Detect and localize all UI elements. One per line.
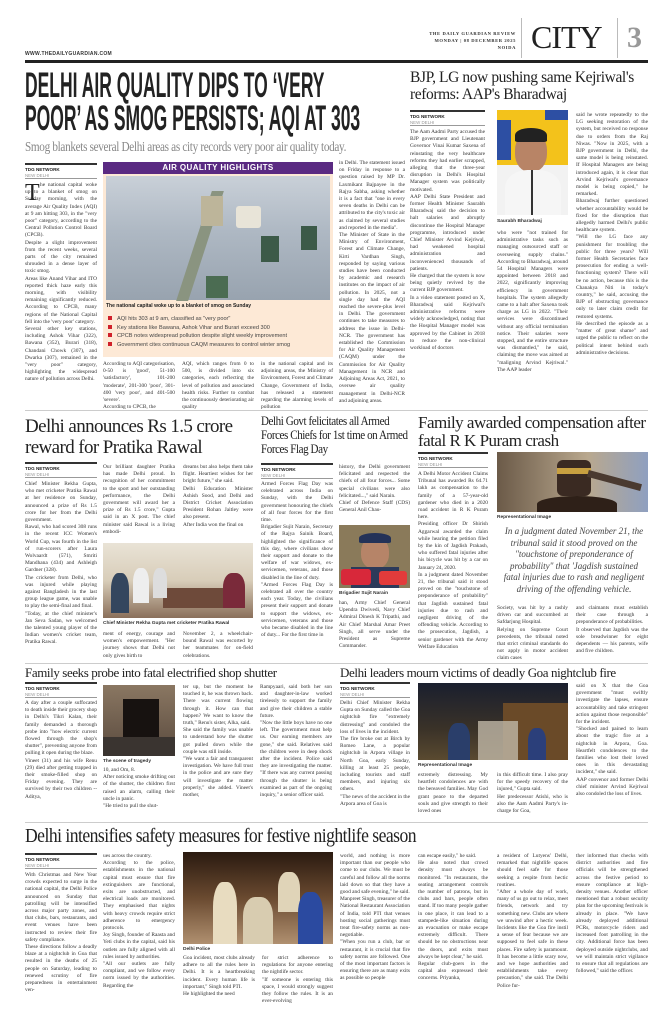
byline: TDG NETWORK NEW DELHI bbox=[340, 682, 410, 698]
lead-col-3: AQI, which ranges from 0 to 500, is divided into six categories, each reflecting the level of pollution and associated health risks. Further to combat the continuously deteriorating air quality bbox=[182, 361, 254, 411]
nightlife-col-7: a resident of Lutyens' Delhi, remarked that nightlife spaces should feel safe for those seeking a respite from hectic routines. "After a whole day of work, many of us go out to relax, meet friends, network and try something new. Clubs are where we unwind after a hectic week. Incidents like the Goa fire instil a sense of fear because we are supposed to feel safe in these places. Fire safety is paramount. It has become a little scary now, and we hope authorities and establishments take every precaution," she said. The Delhi Police fur- bbox=[497, 853, 568, 989]
bjp-col-3: said he wrote repeatedly to the LG seeking restoration of the system, but received no response due to orders from the Raj Niwas. "Now in 2025, with a BJP government in Delhi, the same model is being reinstated. If Hospital Managers are being introduced again, it is clear that Arvind Kejriwal's governance model is being copied," he remarked. Bharadwaj further questioned whether accountability would be fixed for the disruption that allegedly harmed Delhi's public healthcare system. "Will the LG face any punishment for troubling the public for three years? Will former Health Secretaries face prosecution for ending a well-functioning system? There will be no action, because this is the Chanakya Niti in today's country," he said, accusing the BJP of obstructing governance only to later claim credit for restored systems. He described the episode as a "matter of great shame" and urged the public to reflect on the political intent behind such administrative decisions. bbox=[576, 112, 648, 356]
highlight-item: AQI hits 303 at 9 am, classified as "very poor" bbox=[108, 315, 290, 324]
rawal-col-2b: ment of energy, courage and women's empowerment. "Her journey shows that Delhi not only gives birth to bbox=[103, 631, 175, 659]
nightlife-col-4: for strict adherence to regulations for anyone entering the nightlife sector. "If someone is entering this space, I would strongly suggest they follow the rules. It is an ever-evolving bbox=[262, 955, 333, 1005]
smog-traffic-photo bbox=[106, 176, 330, 300]
lead-headline-line2: POOR’ AS SMOG PERSISTS; AQI AT 303 bbox=[25, 99, 361, 138]
masthead-rule bbox=[25, 60, 648, 63]
shutter-col-1: A day after a couple suffocated to death inside their grocery shop in Delhi's Tikri Kalan, their family demanded a thorough probe into "how electric current flowed through the shop's shutter", preventing anyone from pulling it open during the blaze. Vineet (31) and his wife Renu (29) died after getting trapped in their smoke-filled shop on Friday evening. They are survived by their two children -- Aditya, bbox=[25, 700, 98, 800]
compensation-col-1: A Delhi Motor Accident Claims Tribunal has awarded Rs 64.71 lakh as compensation to the family of a 57-year-old gardener who died in a 2020 road accident in R K Puram here. Presiding officer Dr Shirish Aggarwal awarded the claim while hearing the petition filed by the kin of Jagdish Prakash, who suffered fatal injuries after his bicycle was hit by a car on January 24, 2020. In a judgment dated November 21, the tribunal said it stood proved on the "touchstone of preponderance of probability" that Jagdish sustained fatal injuries due to rash and negligent driving of the offending vehicle. According to the prosecution, Jagdish, a senior gardener with the Army Welfare Education bbox=[418, 471, 488, 650]
goa-col-1: Delhi Chief Minister Rekha Gupta on Sunday called the Goa nightclub fire "extremely distressing" and condoled the loss of lives in the incident. The fire broke out at Birch by Romeo Lane, a popular nightclub in Arpora village in North Goa, early Sunday, killing at least 25 people, including tourists and staff members, and injuring six others. "The news of the accident in the Arpora area of Goa is bbox=[340, 700, 410, 807]
highlights-box bbox=[103, 162, 333, 357]
rawal-col-2a: Our brilliant daughter Pratika has made Delhi proud. In recognition of her commitment to the sport and her outstanding performance, the Delhi government will award her a prize of Rs 1.5 crore," Gupta said in an X post. The chief minister said Rawal is a living embodi- bbox=[103, 464, 175, 535]
gavel-photo bbox=[497, 452, 648, 512]
goa-col-2: extremely distressing. My heartfelt condolences are with the bereaved families. May God grant peace to the departed souls and give strength to their loved ones bbox=[418, 772, 488, 815]
rawal-col-3a: dreams but also helps them take flight. Heartiest wishes for her bright future," she said. Delhi Education Minister Ashish Sood, and Delhi and District Cricket Association President Rohan Jaitley were also present. After India won the final on bbox=[183, 464, 253, 528]
nightlife-col-1: With Christmas and New Year crowds expected to surge in the national capital, the Delhi Police announced on Sunday that patrolling will be intensified across major party zones, and that clubs, bars, restaurants, and event venues have been instructed to review their fire safety compliance. These directions follow a deadly blaze at a nightclub in Goa that resulted in the deaths of 25 people on Saturday, leading to renewed scrutiny of fire preparedness in entertainment ven- bbox=[25, 872, 97, 994]
rawal-meeting-photo bbox=[103, 543, 253, 618]
goa-col-3: in this difficult time. I also pray for the speedy recovery of the injured," Gupta said. Her predecessor Atishi, who is also the Aam Aadmi Party's in-charge for Goa, bbox=[497, 772, 568, 815]
burnt-shop-photo bbox=[103, 685, 175, 756]
lead-col-1: he national capital woke up to a blanket of smog on Sunday morning, with the average Air Quality Index (AQI) at 9 am hitting 303, in the "very poor" category, according to the Central Pollution Control Board (CPCB). Despite a slight improvement from the recent weeks, several parts of the city remained shrouded in a dense layer of toxic smog. Areas like Anand Vihar and ITO reported thick haze early this morning, with visibility remaining significantly reduced. According to CPCB, many regions of the National Capital fell into the 'very poor' category. Several other key stations, including Ashok Vihar (322), Bawana (352), Burari (318), Chandani Chowk (307), and Dwarka (307), remained in the "very poor" category, highlighting the widespread nature of pollution across Delhi. bbox=[25, 182, 97, 383]
shutter-caption: The scene of tragedy bbox=[103, 759, 151, 764]
rawal-headline: Delhi announces Rs 1.5 crore reward for Pratika Rawal bbox=[25, 416, 233, 458]
narain-photo bbox=[339, 525, 410, 588]
goa-crowd-photo bbox=[418, 683, 568, 760]
masthead-divider bbox=[521, 18, 522, 58]
bjp-col-1: The Aam Aadmi Party accused the BJP government and Lieutenant Governor Vinai Kumar Saxena of reinstating the very healthcare reforms they had earlier scrapped, alleging that the three-year disruption in Delhi's Hospital Manager system was politically motivated. AAP Delhi State President and former Health Minister Saurabh Bharadwaj said the decision to halt salaries and abruptly discontinue the Hospital Manager programme, introduced under Chief Minister Arvind Kejriwal, had weakened hospital administration and inconvenienced thousands of patients. He charged that the system is now being quietly revived by the current BJP government. In a video statement posted on X, Bharadwaj said Kejriwal's administrative reforms were widely acknowledged, noting that the Hospital Manager model was approved by the Cabinet in 2018 to reduce the non-clinical workload of doctors bbox=[410, 129, 485, 352]
drop-cap: T bbox=[25, 180, 40, 206]
section-rule bbox=[25, 822, 648, 823]
byline: TDG NETWORK NEW DELHI bbox=[261, 463, 333, 479]
section-rule bbox=[25, 663, 648, 664]
nightlife-headline: Delhi intensifies safety measures for festive nightlife season bbox=[25, 825, 417, 847]
nightlife-col-6: can escape easily," he said. He also noted that crowd density must always be monitored. "In restaurants, the seating arrangement controls the number of patrons, but in clubs and bars, people often stand. If too many people gather in one place, it can lead to a stampede-like situation during an evacuation or make escape extremely difficult. There should be no obstructions near the doors, and exits must always be kept clear," he said. Regular club-goers in the capital also expressed their concerns. Priyanka, bbox=[418, 853, 488, 982]
shutter-col-2: 10, and Om, 8. After noticing smoke drifting out of the shutter, the children first raised an alarm, calling their uncle in panic. "He tried to pull the shut- bbox=[103, 767, 175, 810]
rawal-col-3b: November 2, a wheelchair-bound Rawal was escorted by her teammates for on-field celebrations. bbox=[183, 631, 253, 659]
bjp-headline: BJP, LG now pushing same Kejriwal's reforms: AAP's Bharadwaj bbox=[410, 69, 634, 103]
compensation-col-2: Society, was hit by a rashly driven car and succumbed at Safdarjung Hospital. Relying on Supreme Court precedents, the tribunal noted that strict criminal standards do not apply in motor accident claim cases bbox=[497, 605, 568, 662]
goa-col-4: said on X that the Goa government "must swiftly investigate the lapses, ensure accountability and take stringent action against those responsible" for the incident. "Shocked and pained to learn about the tragic fire at a nightclub in Arpora, Goa. Heartfelt condolences to the families who lost their loved ones in this devastating incident," she said. AAP convenor and former Delhi chief minister Arvind Kejriwal also condoled the loss of lives. bbox=[576, 683, 648, 798]
masthead-divider bbox=[617, 18, 618, 58]
nightlife-col-2: ues across the country. According to the police, establishments in the national capital must ensure that fire extinguishers are functional, exits are unobstructed, and electrical loads are monitored. They emphasised that nights with heavy crowds require strict adherence to emergency protocols. Joy Singh, founder of Raasta and Yeti clubs in the capital, said his outlets are fully aligned with all rules issued by authorities. "All our outlets are fully compliant, and we follow every norm issued by the authorities. Regarding the bbox=[103, 853, 175, 989]
page-number: 3 bbox=[627, 21, 642, 54]
section-rule bbox=[25, 410, 648, 411]
pull-quote: In a judgment dated November 21, the tribunal said it stood proved on the "touchstone of preponderance of probability" that 'Jagdish sustained fatal injuries due to rash and negligent driving of the offending vehicle. bbox=[503, 526, 645, 594]
section-title: CITY bbox=[531, 19, 602, 55]
bjp-col-2: who were "not trained for administrative tasks such as managing outsourced staff or overseeing supply chains." According to Bharadwaj, around 54 Hospital Managers were appointed between 2018 and 2022, significantly improving efficiency in government hospitals. The system allegedly came to a halt after Saxena took charge as LG in 2022. "Their services were discontinued without any official termination notice. Their salaries were stopped, and the entire structure was dismantled," he said, claiming the move was aimed at "maligning Arvind Kejriwal." The AAP leader bbox=[497, 230, 568, 373]
police-caption: Delhi Police bbox=[183, 947, 211, 952]
nightlife-col-8: ther informed that checks with district authorities and fire officials will be strengthened across the festive period to ensure compliance at high-density venues. Another officer mentioned that a robust security plan for the upcoming festivals is already in place. "We have already deployed additional PCRs, motorcycle riders and increased foot patrolling in the city. Additional force has been deployed outside nightclubs, and we will maintain strict vigilance to ensure that all regulations are followed," said the officer. bbox=[576, 853, 649, 975]
nightlife-col-5: world, and nothing is more important than our people who come to our clubs. We must be careful and follow all the norms laid down so that they have a good and safe evening," he said. Manpreet Singh, treasurer of the National Restaurant Association of India, told PTI that venues hosting social gatherings must treat fire-safety norms as non-negotiable. "When you run a club, bar or restaurant, it is crucial that fire safety norms are followed. One of the most important factors is ensuring there are as many exits as possible so people bbox=[340, 853, 410, 982]
lead-col-2: According to AQI categorisation, 0-50 is 'good', 51-100 'satisfactory', 101-200 'moderate', 201-300 'poor', 301-400 'very poor', and 401-500 'severe'. According to CPCB, the bbox=[103, 361, 175, 411]
byline: TDG NETWORK NEW DELHI bbox=[25, 853, 97, 869]
goa-headline: Delhi leaders mourn victims of deadly Goa nightclub fire bbox=[340, 665, 616, 680]
byline: TDG NETWORK NEW DELHI bbox=[25, 462, 97, 478]
lead-col-5: in Delhi. The statement issued on Friday in response to a question raised by MP Dr. Laxmikant Bajpayee in the Rajya Sabha, asking whether it is a fact that "one in every seven deaths in Delhi can be attributed to the city's toxic air as claimed by several studies and reported in the media". The Minister of State in the Ministry of Environment, Forest and Climate Change, Kirti Vardhan Singh, responded by saying various studies have been conducted by academic and research institutes on the impact of air pollution. In 2025, not a single day had the AQI reached the severe-plus level in Delhi. The government continues to take measures to address the issue in Delhi-NCR. The government has established the Commission for Air Quality Management (CAQM) under the Commission for Air Quality Management in NCR and Adjoining Areas Act, 2021, to oversee air quality management in Delhi-NCR and adjoining areas. bbox=[339, 160, 405, 404]
highlight-item: Key stations like Bawana, Ashok Vihar and Burari exceed 300 bbox=[108, 324, 290, 333]
highlight-item: CPCB notes widespread pollution despite slight weekly improvement bbox=[108, 332, 290, 341]
byline: TDG NETWORK NEW DELHI bbox=[410, 110, 485, 126]
bharadwaj-photo bbox=[497, 110, 568, 215]
bharadwaj-caption: Saurabh Bharadwaj bbox=[497, 219, 542, 224]
flagday-col-2b: han, Army Chief General Upendra Dwivedi, Navy Chief Admiral Dinesh K Tripathi, and Air Chief Marshal Amar Preet Singh, all serve under the President as Supreme Commander. bbox=[339, 600, 410, 650]
highlights-title: AIR QUALITY HIGHLIGHTS bbox=[103, 162, 333, 174]
lead-headline-line1: DELHI AIR QUALITY DIPS TO ‘VERY bbox=[25, 66, 325, 105]
flagday-headline: Delhi Govt felicitates all Armed Forces Chiefs for 1st time on Armed Forces Flag Day bbox=[261, 413, 408, 456]
compensation-headline: Family awarded compensation after fatal R K Puram crash bbox=[418, 413, 646, 450]
highlight-item: Government cites continuous CAQM measures to control winter smog bbox=[108, 341, 290, 350]
delhi-police-photo bbox=[183, 852, 333, 944]
byline: TDG NETWORK NEW DELHI bbox=[418, 452, 488, 468]
lead-col-4: in the national capital and its adjoining areas, the Ministry of Environment, Forest and Climate Change, Government of India, has released a statement regarding the alarming levels of pollution bbox=[261, 361, 333, 411]
shutter-headline: Family seeks probe into fatal electrified shop shutter bbox=[25, 665, 277, 680]
paper-name: THE DAILY GUARDIAN REVIEW bbox=[429, 31, 516, 36]
website-url: WWW.THEDAILYGUARDIAN.COM bbox=[25, 51, 113, 57]
lead-subhead: Smog blankets several Delhi areas as city records very poor air quality today. bbox=[25, 140, 347, 155]
issue-date: MONDAY | 08 DECEMBER 2025 bbox=[434, 38, 516, 43]
byline: TDG NETWORK NEW DELHI bbox=[25, 682, 97, 698]
byline: TDG NETWORK NEW DELHI bbox=[25, 163, 97, 179]
rawal-col-1: Chief Minister Rekha Gupta, who met cricketer Pratika Rawal at her residence on Sunday, announced a prize of Rs 1.5 crore for her from the Delhi government. Rawal, who had scored 308 runs in the recent ICC Women's World Cup, was fourth in the list of run-scorers after Laura Wolvaardt (571), Smriti Mandhana (434) and Ashleigh Gardner (328). The cricketer from Delhi, who was injured while playing against Bangladesh in the last group league game, was unable to play the semi-final and final. "Today, at the chief minister's Jan Seva Sadan, we welcomed the talented young player of the Indian women's cricket team, Pratika Rawal. bbox=[25, 481, 97, 646]
compensation-col-3: and claimants must establish their case through a preponderance of probabilities. It observed that Jagdish was the sole breadwinner for eight dependents — his parents, wife and five children. bbox=[576, 605, 648, 655]
nightlife-col-3: Goa incident, most clubs already adhere to all the rules here in Delhi. It is a heartbreaking incident. Every human life is important," Singh told PTI. He highlighted the need bbox=[183, 955, 255, 998]
rawal-caption: Chief Minister Rekha Gupta met cricketer Pratika Rawal bbox=[103, 621, 230, 626]
lead-headline bbox=[25, 66, 415, 138]
masthead-info bbox=[400, 30, 516, 51]
goa-caption: Representational Image bbox=[418, 763, 473, 768]
flagday-col-1: Armed Forces Flag Day was celebrated across India on Sunday, with the Delhi government honouring the chiefs of all four forces for the first time. Brigadier Sujit Narain, Secretary of the Rajya Sainik Board, highlighted the significance of this day, where civilians show their support and donate to the welfare of war widows, ex-servicemen, veterans, and those disabled in the line of duty. "Armed Forces Flag Day is celebrated all over the country each year. Today, the civilians present their support and donate to support the widows, ex-servicemen, veterans and those who became disabled in the line of duty... For the first time in bbox=[261, 481, 333, 639]
edition: NOIDA bbox=[497, 45, 516, 50]
flagday-col-2a: history, the Delhi government felicitated and respected the chiefs of all four forces... Some special civilians were also felicitated...," said Narain. Chief of Defence Staff (CDS) General Anil Chau- bbox=[339, 464, 410, 514]
shutter-col-3: ter up, but the moment he touched it, he was thrown back. There was current flowing through it. How can that happen? We want to know the truth," Renu's sister, Alka, said. She said the family was unable to understand how the shutter got pulled down while the couple was still inside. "We want a fair and transparent investigation. We have full trust in the police and are sure they will investigate the matter properly," she added. Vineet's mother, bbox=[183, 684, 253, 799]
shutter-col-4: Rampyaari, said both her son and daughter-in-law worked tirelessly to support the family and give their children a stable future. "Now the little boys have no one left. The government must help us. Our earning members are gone," she said. Relatives said the children were in deep shock after the incident. Police said they are investigating the matter. "If there was any current passing through the shutter is being examined as part of the ongoing inquiry," a senior officer said. bbox=[260, 684, 332, 799]
highlights-list bbox=[108, 315, 290, 349]
narain-caption: Brigadier Sujit Narain bbox=[339, 591, 389, 596]
gavel-caption: Representational Image bbox=[497, 515, 552, 520]
highlights-caption: The national capital woke up to a blanket of smog on Sunday bbox=[106, 303, 252, 309]
